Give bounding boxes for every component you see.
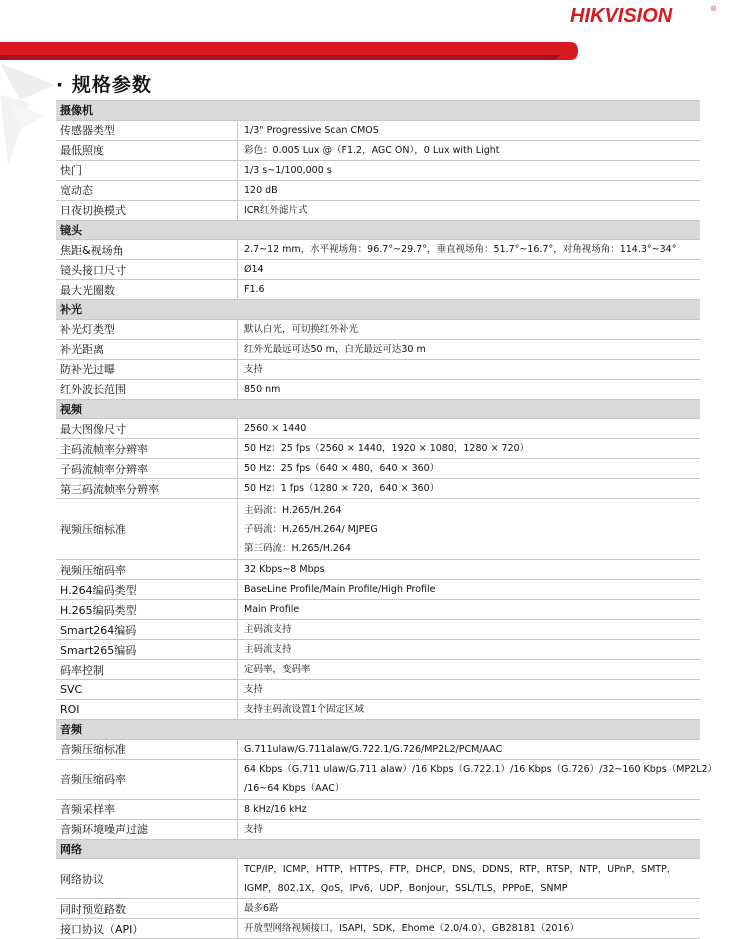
spec-value — [238, 479, 700, 498]
spec-value-line: 支持 — [244, 684, 264, 695]
section-header: 视频 — [56, 400, 700, 420]
spec-key: 红外波长范围 — [56, 380, 238, 399]
spec-value — [238, 439, 700, 458]
spec-row — [56, 919, 700, 939]
spec-value — [238, 419, 700, 438]
spec-value-line: 2.7~12 mm，水平视场角：96.7°~29.7°，垂直视场角：51.7°~16.7°，对角视场角：114.3°~34° — [244, 244, 677, 255]
spec-value-line: Main Profile — [244, 604, 300, 615]
spec-row — [56, 320, 700, 340]
spec-value — [238, 121, 700, 140]
spec-key: 音频环境噪声过滤 — [56, 820, 238, 839]
spec-key: 同时预览路数 — [56, 899, 238, 918]
spec-row — [56, 360, 700, 380]
spec-value — [238, 181, 700, 200]
spec-value-line: Ø14 — [244, 264, 264, 275]
spec-key: SVC — [56, 680, 238, 699]
spec-value-line: TCP/IP，ICMP，HTTP，HTTPS，FTP，DHCP，DNS，DDNS，RTP，RTSP，NTP，UPnP，SMTP， — [244, 863, 677, 875]
spec-value-line: 支持 — [244, 823, 264, 835]
spec-value — [238, 499, 700, 559]
spec-value-line: 主码流支持 — [244, 644, 292, 655]
spec-value-line: BaseLine Profile/Main Profile/High Profile — [244, 584, 436, 595]
spec-value — [238, 859, 700, 898]
spec-row — [56, 859, 700, 899]
spec-row — [56, 680, 700, 700]
spec-key: 网络协议 — [56, 859, 238, 898]
spec-value — [238, 680, 700, 699]
spec-value — [238, 340, 700, 359]
spec-value-line: ICR红外滤片式 — [244, 204, 308, 216]
spec-value-line: G.711ulaw/G.711alaw/G.722.1/G.726/MP2L2/PCM/AAC — [244, 743, 503, 755]
spec-value-line: 50 Hz：25 fps（640 × 480，640 × 360） — [244, 463, 440, 474]
spec-key: 码率控制 — [56, 660, 238, 679]
spec-row — [56, 760, 718, 800]
decorative-watermark-icon — [0, 55, 60, 185]
spec-key: 音频采样率 — [56, 800, 238, 819]
spec-key: 焦距&视场角 — [56, 240, 238, 259]
hikvision-logo — [570, 2, 720, 28]
spec-value — [238, 919, 700, 938]
spec-value-line: /16~64 Kbps（AAC） — [244, 783, 345, 794]
spec-value-line: 主码流支持 — [244, 624, 292, 635]
section-header: 镜头 — [56, 221, 700, 241]
section-header: 摄像机 — [56, 101, 700, 121]
spec-value-line: 8 kHz/16 kHz — [244, 803, 307, 815]
spec-row — [56, 560, 700, 580]
spec-value — [238, 820, 700, 839]
spec-value-line: 50 Hz：1 fps（1280 × 720，640 × 360） — [244, 483, 440, 494]
spec-row — [56, 580, 700, 600]
spec-table — [56, 100, 718, 939]
spec-value — [238, 141, 700, 160]
header-red-bar — [0, 42, 750, 60]
spec-value — [238, 899, 700, 918]
spec-key: 最大图像尺寸 — [56, 419, 238, 438]
spec-key: 音频压缩码率 — [56, 760, 238, 799]
spec-row — [56, 899, 700, 919]
spec-key: H.264编码类型 — [56, 580, 238, 599]
spec-row — [56, 201, 700, 221]
spec-value — [238, 201, 700, 220]
spec-value-line: 50 Hz：25 fps（2560 × 1440，1920 × 1080，1280 × 720） — [244, 443, 530, 454]
spec-row — [56, 499, 700, 560]
spec-row — [56, 740, 700, 760]
registered-mark-icon: ® — [711, 6, 717, 13]
spec-key: 补光灯类型 — [56, 320, 238, 339]
spec-key: 主码流帧率分辨率 — [56, 439, 238, 458]
spec-row — [56, 121, 700, 141]
spec-key: 补光距离 — [56, 340, 238, 359]
spec-value — [238, 640, 700, 659]
spec-value — [238, 580, 700, 599]
spec-value-line: 第三码流：H.265/H.264 — [244, 542, 351, 554]
spec-value — [238, 380, 700, 399]
spec-row — [56, 700, 700, 720]
spec-value — [238, 660, 700, 679]
spec-row — [56, 161, 700, 181]
spec-key: 最大光圈数 — [56, 280, 238, 299]
spec-value-line: 彩色：0.005 Lux @（F1.2，AGC ON），0 Lux with Light — [244, 144, 500, 156]
spec-row — [56, 141, 700, 161]
spec-value-line: IGMP，802.1X，QoS，IPv6，UDP，Bonjour，SSL/TLS，PPPoE，SNMP — [244, 882, 568, 894]
spec-key: 镜头接口尺寸 — [56, 260, 238, 279]
spec-value — [238, 320, 700, 339]
spec-value-line: 32 Kbps~8 Mbps — [244, 564, 325, 575]
spec-value-line: 最多6路 — [244, 903, 279, 914]
spec-row — [56, 640, 700, 660]
spec-value-line: 主码流：H.265/H.264 — [244, 504, 342, 516]
spec-key: 视频压缩码率 — [56, 560, 238, 579]
spec-row — [56, 340, 700, 360]
spec-value — [238, 600, 700, 619]
section-header: 音频 — [56, 720, 700, 740]
spec-value-line: 支持主码流设置1个固定区域 — [244, 704, 365, 715]
spec-value-line: 1/3 s~1/100,000 s — [244, 164, 332, 176]
spec-key: 接口协议（API） — [56, 919, 238, 938]
spec-key: 视频压缩标准 — [56, 499, 238, 559]
spec-value — [238, 760, 717, 799]
spec-row — [56, 260, 700, 280]
spec-value-line: 开放型网络视频接口，ISAPI，SDK，Ehome（2.0/4.0），GB28181（2016） — [244, 923, 579, 934]
spec-value-line: 支持 — [244, 363, 264, 375]
spec-key: 宽动态 — [56, 181, 238, 200]
spec-value-line: 1/3" Progressive Scan CMOS — [244, 124, 379, 136]
spec-value — [238, 360, 700, 379]
spec-key: 传感器类型 — [56, 121, 238, 140]
spec-row — [56, 439, 700, 459]
spec-key: 音频压缩标准 — [56, 740, 238, 759]
spec-value — [238, 240, 700, 259]
spec-value-line: 64 Kbps（G.711 ulaw/G.711 alaw）/16 Kbps（G.722.1）/16 Kbps（G.726）/32~160 Kbps（MP2L2） — [244, 764, 718, 775]
spec-value — [238, 740, 700, 759]
spec-row — [56, 620, 700, 640]
spec-row — [56, 459, 700, 479]
spec-value-line: F1.6 — [244, 284, 265, 295]
spec-row — [56, 600, 700, 620]
spec-value-line: 2560 × 1440 — [244, 423, 307, 434]
page-title: · 规格参数 — [56, 74, 152, 96]
spec-value-line: 定码率，变码率 — [244, 664, 311, 675]
spec-row — [56, 280, 700, 300]
spec-key: Smart265编码 — [56, 640, 238, 659]
spec-value — [238, 560, 700, 579]
spec-row — [56, 660, 700, 680]
spec-value — [238, 459, 700, 478]
spec-value — [238, 800, 700, 819]
section-header: 网络 — [56, 840, 700, 860]
spec-key: 日夜切换模式 — [56, 201, 238, 220]
spec-key: ROI — [56, 700, 238, 719]
spec-key: 最低照度 — [56, 141, 238, 160]
spec-row — [56, 800, 700, 820]
spec-value-line: 850 nm — [244, 383, 281, 395]
spec-value — [238, 700, 700, 719]
spec-key: H.265编码类型 — [56, 600, 238, 619]
spec-value — [238, 620, 700, 639]
hikvision-logo-text: HIKVISION — [570, 5, 673, 27]
spec-value-line: 红外光最远可达50 m，白光最远可达30 m — [244, 343, 426, 355]
spec-key: 第三码流帧率分辨率 — [56, 479, 238, 498]
spec-value-line: 默认白光，可切换红外补光 — [244, 323, 359, 335]
spec-row — [56, 181, 700, 201]
section-header: 补光 — [56, 300, 700, 320]
spec-key: 子码流帧率分辨率 — [56, 459, 238, 478]
spec-value-line: 120 dB — [244, 184, 278, 196]
spec-key: 快门 — [56, 161, 238, 180]
spec-row — [56, 479, 700, 499]
spec-key: 防补光过曝 — [56, 360, 238, 379]
spec-value — [238, 260, 700, 279]
spec-row — [56, 380, 700, 400]
spec-value-line: 子码流：H.265/H.264/ MJPEG — [244, 523, 378, 535]
spec-row — [56, 419, 700, 439]
spec-value — [238, 280, 700, 299]
spec-row — [56, 240, 700, 260]
spec-value — [238, 161, 700, 180]
spec-row — [56, 820, 700, 840]
spec-key: Smart264编码 — [56, 620, 238, 639]
